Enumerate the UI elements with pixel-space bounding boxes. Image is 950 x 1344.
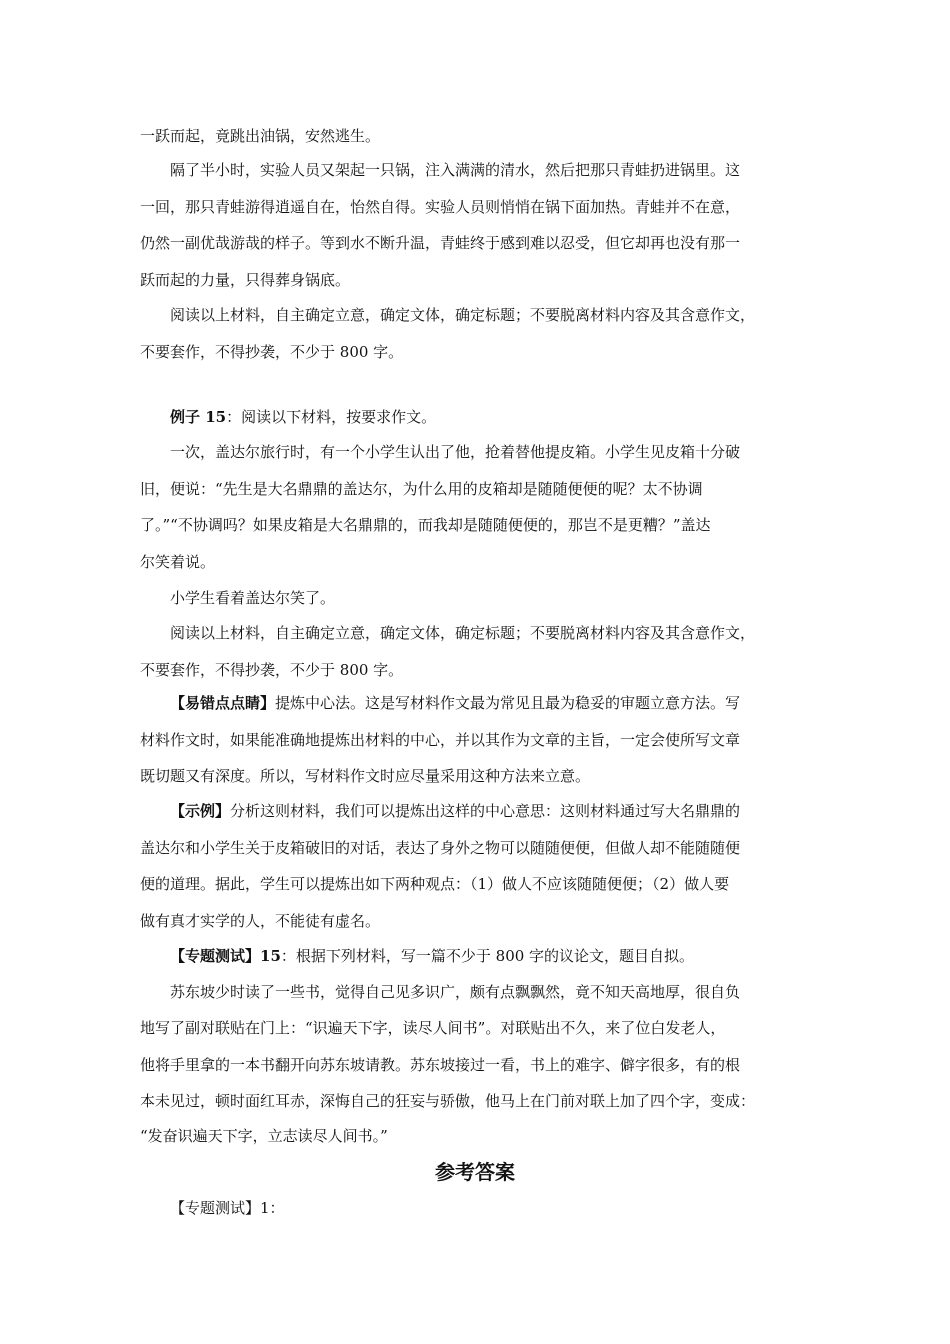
sample-text: 分析这则材料，我们可以提炼出这样的中心意思：这则材料通过写大名鼎鼎的: [230, 802, 741, 820]
paragraph-line: 一次，盖达尔旅行时，有一个小学生认出了他，抢着替他提皮箱。小学生见皮箱十分破: [170, 443, 741, 461]
error-point-label: 【易错点点睛】: [170, 694, 276, 712]
paragraph-line: 既切题又有深度。所以，写材料作文时应尽量采用这种方法来立意。: [140, 767, 591, 785]
sample-paragraph: [170, 796, 740, 826]
topic-test-label: 【专题测试】15: [170, 947, 281, 965]
paragraph-line: 便的道理。据此，学生可以提炼出如下两种观点：（1）做人不应该随随便便；（2）做人要: [140, 875, 730, 893]
paragraph-line: 本未见过，顿时面红耳赤，深悔自己的狂妄与骄傲，他马上在门前对联上加了四个字，变成：: [140, 1092, 756, 1110]
paragraph-line: 一跃而起，竟跳出油锅，安然逃生。: [140, 127, 381, 145]
paragraph-line: 一回，那只青蛙游得逍遥自在，怡然自得。实验人员则悄悄在锅下面加热。青蛙并不在意，: [140, 198, 741, 216]
paragraph-line: 不要套作，不得抄袭，不少于 800 字。: [140, 661, 404, 679]
paragraph-line: 了。”“不协调吗？如果皮箱是大名鼎鼎的，而我却是随随便便的，那岂不是更糟？”盖达: [140, 516, 711, 534]
example-instruction: ：阅读以下材料，按要求作文。: [226, 408, 437, 426]
paragraph-line: 苏东坡少时读了一些书，觉得自己见多识广，颇有点飘飘然，竟不知天高地厚，很自负: [170, 983, 741, 1001]
paragraph-line: 材料作文时，如果能准确地提炼出材料的中心，并以其作为文章的主旨，一定会使所写文章: [140, 731, 741, 749]
topic-test-heading: [170, 941, 694, 971]
paragraph-line: 做有真才实学的人，不能徒有虚名。: [140, 912, 381, 930]
paragraph-line: “发奋识遍天下字，立志读尽人间书。”: [140, 1127, 388, 1145]
error-point-paragraph: [170, 688, 740, 718]
topic-test-text: ：根据下列材料，写一篇不少于 800 字的议论文，题目自拟。: [280, 947, 695, 965]
example-label: 例子 15: [170, 408, 227, 426]
paragraph-line: 阅读以上材料，自主确定立意，确定文体，确定标题；不要脱离材料内容及其含意作文，: [170, 624, 756, 642]
paragraph-line: 他将手里拿的一本书翻开向苏东坡请教。苏东坡接过一看，书上的难字、僻字很多，有的根: [140, 1056, 741, 1074]
paragraph-line: 跃而起的力量，只得葬身锅底。: [140, 271, 351, 289]
paragraph-line: 旧，便说：“先生是大名鼎鼎的盖达尔，为什么用的皮箱却是随随便便的呢？太不协调: [140, 480, 703, 498]
paragraph-line: 隔了半小时，实验人员又架起一只锅，注入满满的清水，然后把那只青蛙扔进锅里。这: [170, 161, 741, 179]
answers-title: 参考答案: [435, 1160, 515, 1184]
paragraph-line: 不要套作，不得抄袭，不少于 800 字。: [140, 343, 404, 361]
answers-first-line: 【专题测试】1：: [170, 1199, 285, 1217]
paragraph-line: 盖达尔和小学生关于皮箱破旧的对话，表达了身外之物可以随随便便，但做人却不能随随便: [140, 839, 741, 857]
error-point-text: 提炼中心法。这是写材料作文最为常见且最为稳妥的审题立意方法。写: [275, 694, 741, 712]
paragraph-line: 仍然一副优哉游哉的样子。等到水不断升温，青蛙终于感到难以忍受，但它却再也没有那一: [140, 234, 741, 252]
paragraph-line: 尔笑着说。: [140, 553, 216, 571]
example-heading: [170, 402, 436, 432]
paragraph-line: 地写了副对联贴在门上：“识遍天下字，读尽人间书”。对联贴出不久，来了位白发老人，: [140, 1019, 726, 1037]
paragraph-line: 阅读以上材料，自主确定立意，确定文体，确定标题；不要脱离材料内容及其含意作文，: [170, 306, 756, 324]
paragraph-line: 小学生看着盖达尔笑了。: [170, 589, 336, 607]
sample-label: 【示例】: [170, 802, 231, 820]
